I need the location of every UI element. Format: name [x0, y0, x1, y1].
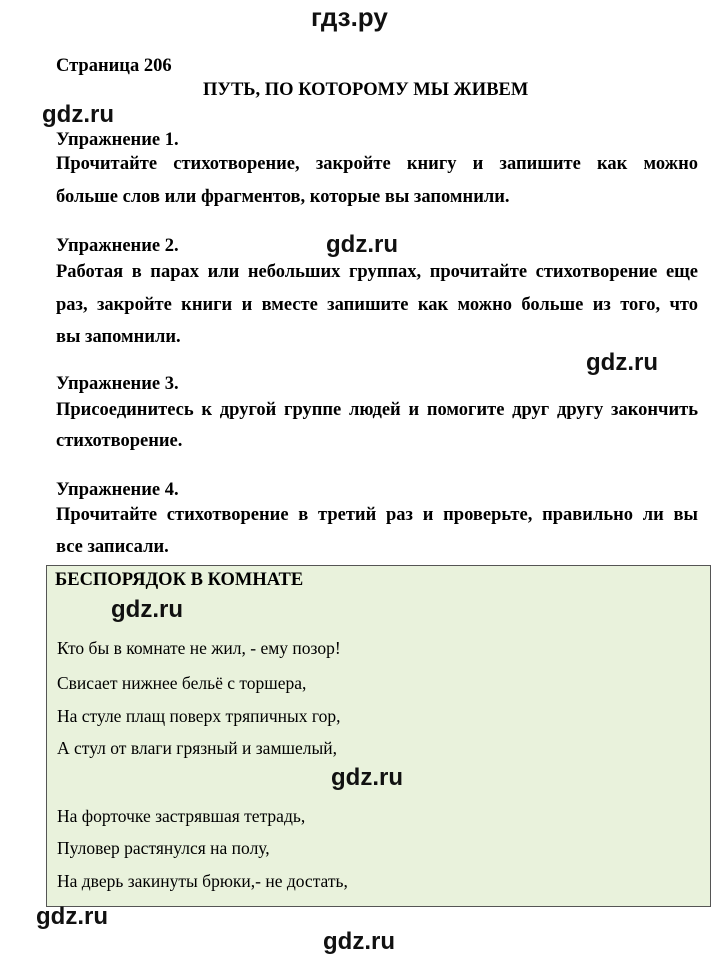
text-line: все записали.: [56, 537, 169, 557]
watermark: gdz.ru: [36, 903, 108, 930]
poem-line: Свисает нижнее бельё с торшера,: [57, 673, 307, 693]
exercise-text: [56, 154, 698, 214]
text-line: вы запомнили.: [56, 327, 181, 347]
exercise-text: [56, 400, 698, 460]
exercise-heading: Упражнение 1.: [56, 130, 179, 150]
watermark: gdz.ru: [42, 101, 114, 128]
text-line: Работая в парах или небольших группах, прочитайте стихотворение еще: [56, 262, 698, 282]
exercise-heading: Упражнение 4.: [56, 480, 179, 500]
poem-line: А стул от влаги грязный и замшелый,: [57, 738, 337, 758]
text-line: стихотворение.: [56, 431, 183, 451]
poem-line: Пуловер растянулся на полу,: [57, 838, 270, 858]
text-line: Прочитайте стихотворение в третий раз и проверьте, правильно ли вы: [56, 505, 698, 525]
watermark: gdz.ru: [323, 928, 395, 955]
watermark: gdz.ru: [111, 596, 183, 623]
poem-line: На стуле плащ поверх тряпичных гор,: [57, 706, 341, 726]
poem-line: На форточке застрявшая тетрадь,: [57, 806, 306, 826]
exercise-text: [56, 262, 698, 352]
text-line: больше слов или фрагментов, которые вы запомнили.: [56, 187, 510, 207]
exercise-text: [56, 505, 698, 565]
exercise-heading: Упражнение 2.: [56, 236, 179, 256]
text-line: Прочитайте стихотворение, закройте книгу и запишите как можно: [56, 154, 698, 174]
text-line: Присоединитесь к другой группе людей и помогите друг другу закончить: [56, 400, 698, 420]
site-header[interactable]: гдз.ру: [311, 2, 388, 32]
poem-line: На дверь закинуты брюки,- не достать,: [57, 871, 348, 891]
watermark: gdz.ru: [326, 231, 398, 258]
page-label: Страница 206: [56, 56, 172, 76]
poem-line: Кто бы в комнате не жил, - ему позор!: [57, 638, 341, 658]
poem-title: БЕСПОРЯДОК В КОМНАТЕ: [55, 570, 304, 590]
watermark: gdz.ru: [331, 764, 403, 791]
exercise-heading: Упражнение 3.: [56, 374, 179, 394]
section-title: ПУТЬ, ПО КОТОРОМУ МЫ ЖИВЕМ: [203, 80, 529, 100]
text-line: раз, закройте книги и вместе запишите как можно больше из того, что: [56, 295, 698, 315]
poem-box: [46, 565, 711, 907]
watermark: gdz.ru: [586, 349, 658, 376]
